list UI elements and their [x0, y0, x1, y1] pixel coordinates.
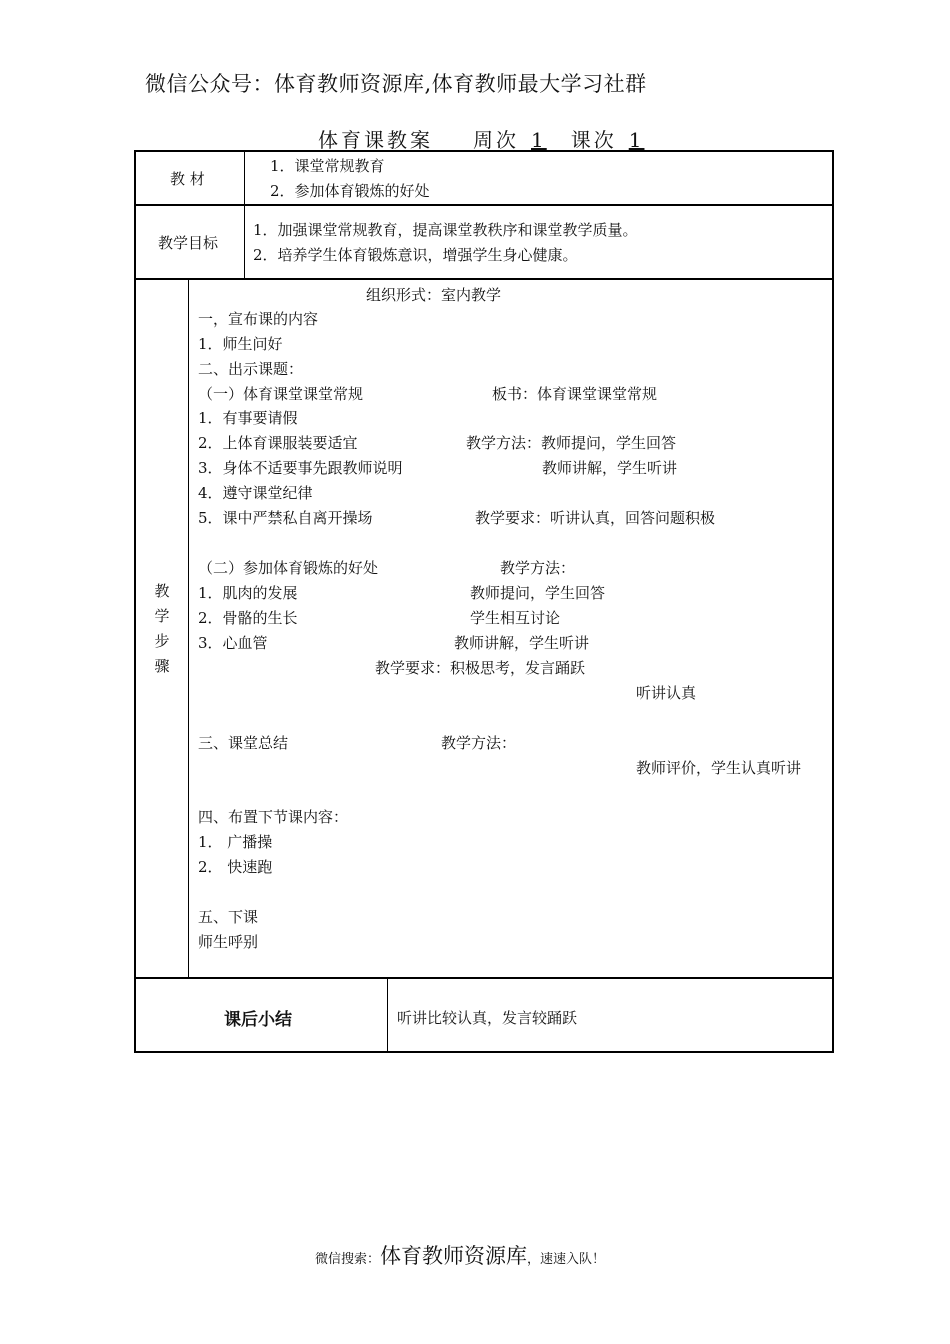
objectives-label: 教学目标 — [158, 234, 219, 252]
row-divider — [134, 204, 834, 206]
requirement-note: 听讲认真 — [636, 684, 697, 702]
lesson-plan-title — [318, 124, 644, 153]
section-title: 四、布置下节课内容： — [198, 808, 349, 826]
col-divider — [188, 278, 189, 978]
row-divider — [134, 977, 834, 979]
method-note: 教师讲解，学生听讲 — [454, 634, 590, 652]
method-note: 教师讲解，学生听讲 — [542, 459, 678, 477]
requirement-note: 教学要求：积极思考，发言踊跃 — [375, 659, 586, 677]
row-divider — [134, 278, 834, 280]
col-divider — [387, 977, 388, 1053]
list-item: 1．肌肉的发展 — [198, 584, 298, 602]
requirement-note: 教学要求：听讲认真，回答问题积极 — [475, 509, 716, 527]
method-note: 教学方法： — [441, 734, 517, 752]
method-note: 学生相互讨论 — [470, 609, 561, 627]
method-note: 教师评价，学生认真听讲 — [636, 759, 802, 777]
week-label: 周次 — [473, 128, 519, 152]
section-title: 一，宣布课的内容 — [198, 310, 319, 328]
title-main: 体育课教案 — [318, 128, 433, 152]
list-item: 师生呼别 — [198, 933, 259, 951]
list-item: 4．遵守课堂纪律 — [198, 484, 313, 502]
part-title: （一）体育课堂课堂常规 — [198, 385, 364, 403]
lesson-value: 1 — [628, 128, 645, 152]
summary-label: 课后小结 — [224, 1010, 292, 1030]
footer-suffix: ，速速入队！ — [527, 1252, 606, 1267]
list-item: 3．身体不适要事先跟教师说明 — [198, 459, 403, 477]
list-item: 2． 快速跑 — [198, 858, 273, 876]
lesson-label: 课次 — [570, 128, 617, 152]
page-header: 微信公众号：体育教师资源库,体育教师最大学习社群 — [145, 72, 647, 96]
footer-name: 体育教师资源库 — [380, 1244, 528, 1268]
section-title: 五、下课 — [198, 908, 259, 926]
section-title: 三、课堂总结 — [198, 734, 289, 752]
method-note: 教学方法：教师提问，学生回答 — [466, 434, 677, 452]
org-form: 组织形式：室内教学 — [366, 286, 502, 304]
list-item: 1． 广播操 — [198, 833, 273, 851]
list-item: 2．骨骼的生长 — [198, 609, 298, 627]
steps-label: 教 学 步 骤 — [154, 582, 170, 675]
footer-prefix: 微信搜索： — [315, 1252, 381, 1267]
list-item: 2．上体育课服装要适宜 — [198, 434, 358, 452]
method-note: 教学方法： — [500, 559, 576, 577]
page-footer — [315, 1240, 605, 1270]
objectives-item: 2．培养学生体育锻炼意识，增强学生身心健康。 — [253, 246, 578, 264]
materials-label: 教 材 — [170, 170, 205, 188]
objectives-item: 1．加强课堂常规教育，提高课堂教秩序和课堂教学质量。 — [253, 221, 638, 239]
week-value: 1 — [531, 128, 547, 152]
section-title: 二、出示课题： — [198, 360, 304, 378]
method-note: 教师提问，学生回答 — [470, 584, 606, 602]
board-note: 板书：体育课堂课堂常规 — [492, 385, 658, 403]
list-item: 1．有事要请假 — [198, 409, 298, 427]
materials-item: 1．课堂常规教育 — [270, 157, 385, 175]
col-divider — [244, 150, 245, 278]
materials-item: 2．参加体育锻炼的好处 — [270, 182, 430, 200]
list-item: 1．师生问好 — [198, 335, 283, 353]
summary-text: 听讲比较认真，发言较踊跃 — [397, 1009, 578, 1027]
part-title: （二）参加体育锻炼的好处 — [198, 559, 379, 577]
list-item: 5．课中严禁私自离开操场 — [198, 509, 373, 527]
list-item: 3．心血管 — [198, 634, 268, 652]
